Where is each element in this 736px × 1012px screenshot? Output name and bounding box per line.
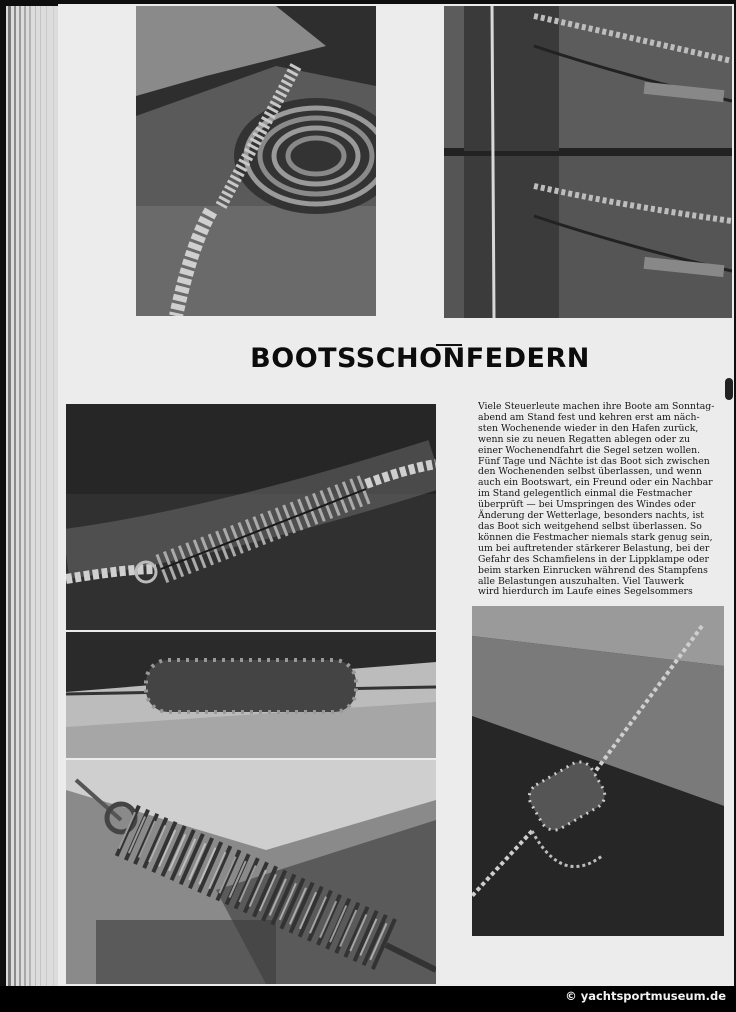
body-line: das Boot sich weitgehend selbst überlassen. So — [478, 520, 702, 532]
body-line: einer Wochenendfahrt die Segel setzen wollen. — [478, 444, 701, 456]
page-edge-mark — [725, 378, 733, 400]
body-line: alle Belastungen auszuhalten. Viel Tauwerk — [478, 575, 685, 587]
book-spine — [6, 6, 62, 991]
article-body — [478, 402, 724, 616]
body-line: auch ein Bootswart, ein Freund oder ein Nachbar — [478, 477, 713, 489]
body-line: können die Festmacher niemals stark genug sein, — [478, 531, 713, 543]
body-line: wird hierdurch im Laufe eines Segelsommers — [478, 586, 693, 598]
article-title: BOOTSSCHONFEDERN — [250, 343, 590, 374]
photo-bar-spring — [66, 632, 436, 758]
photo-rope-spring-large — [66, 404, 436, 630]
body-line: den Wochenenden selbst überlassen, und wenn — [478, 466, 702, 478]
photo-mast-shrouds-springs — [444, 6, 732, 318]
photo-chain-spring — [472, 606, 724, 936]
body-line: abend am Stand fest und kehren erst am näch- — [478, 411, 700, 423]
photo-shackle-spring — [66, 760, 436, 984]
body-line: Viele Steuerleute machen ihre Boote am Sonntag- — [478, 402, 715, 412]
body-line: um bei auftretender stärkerer Belastung, bei der — [478, 542, 710, 554]
watermark: © yachtsportmuseum.de — [565, 989, 726, 1003]
body-line: im Stand gelegentlich einmal die Festmacher — [478, 488, 693, 500]
photo-coiled-rope-spring — [136, 6, 376, 316]
body-line: beim starken Einrucken während des Stampfens — [478, 564, 708, 576]
body-line: überprüft — bei Umspringen des Windes oder — [478, 499, 696, 511]
body-line: sten Wochenende wieder in den Hafen zurück, — [478, 422, 699, 434]
body-line: Gefahr des Schamfielens in der Lippklampe oder — [478, 553, 709, 565]
body-line: Fünf Tage und Nächte ist das Boot sich zwischen — [478, 455, 710, 467]
body-line: wenn sie zu neuen Regatten ablegen oder zu — [478, 433, 690, 445]
body-line: Änderung der Wetterlage, besonders nachts, ist — [478, 510, 704, 522]
